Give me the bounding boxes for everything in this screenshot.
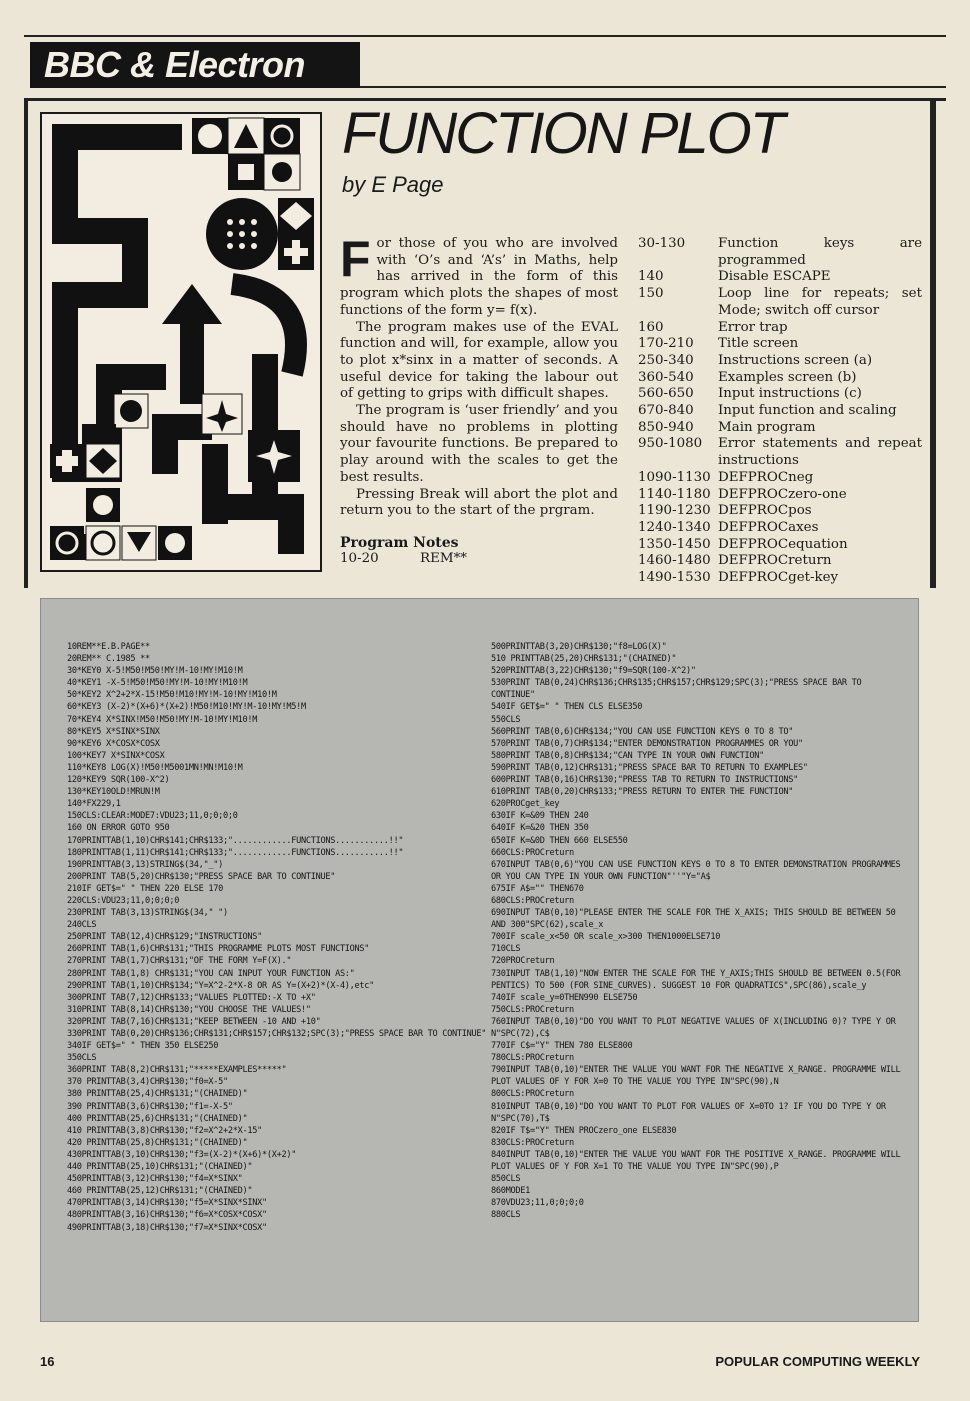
program-listing (40, 598, 919, 1322)
listing-line: 610PRINT TAB(0,20)CHR$133;"PRESS RETURN TO ENTER THE FUNCTION" (491, 787, 794, 798)
listing-line: 420 PRINTTAB(25,8)CHR$131;"(CHAINED)" (67, 1137, 248, 1148)
listing-line: 800CLS:PROCreturn (491, 1089, 574, 1100)
listing-line: 180PRINTTAB(1,11)CHR$141;CHR$133;"............FUNCTIONS...........!!" (67, 847, 404, 858)
page-number: 16 (40, 1354, 55, 1369)
listing-line: 450PRINTTAB(3,12)CHR$130;"f4=X*SINX" (67, 1174, 243, 1185)
paragraph-3: The program is ‘user friendly’ and you should have no problems in plotting your favourite functions. Be prepared to play around with the scales to get the best results. (340, 403, 618, 485)
article-byline: by E Page (342, 172, 444, 197)
program-notes-row: 1140-1180 DEFPROCzero-one (638, 486, 847, 502)
listing-line: 200PRINT TAB(5,20)CHR$130;"PRESS SPACE BAR TO CONTINUE" (67, 871, 336, 882)
listing-line: 675IF A$="" THEN670 (491, 883, 584, 894)
drop-cap: F (340, 231, 371, 287)
listing-line: 770IF C$="Y" THEN 780 ELSE800 (491, 1041, 633, 1052)
listing-line: 320PRINT TAB(7,16)CHR$131;"KEEP BETWEEN -10 AND +10" (67, 1016, 321, 1027)
listing-line: 80*KEY5 X*SINX*SINX (67, 726, 160, 737)
program-notes-row: 670-840 Input function and scaling (638, 403, 897, 419)
listing-line: 530PRINT TAB(0,24)CHR$136;CHR$135;CHR$157;CHR$129;SPC(3);"PRESS SPACE BAR TO CONTINUE" (491, 678, 867, 701)
magazine-name: POPULAR COMPUTING WEEKLY (715, 1354, 920, 1369)
listing-line: 710CLS (491, 944, 521, 955)
listing-column-left (67, 641, 487, 1234)
listing-line: 730INPUT TAB(1,10)"NOW ENTER THE SCALE FOR THE Y_AXIS;THIS SHOULD BE BETWEEN 0.5(FOR PENTICS) TO 500 (FOR SINE_CURVES). SUGGEST 10 FOR QUADRATICS",SPC(86),scale_y (491, 968, 906, 991)
listing-line: 160 ON ERROR GOTO 950 (67, 823, 170, 834)
listing-line: 640IF K=&20 THEN 350 (491, 823, 589, 834)
listing-line: 600PRINT TAB(0,16)CHR$130;"PRESS TAB TO RETURN TO INSTRUCTIONS" (491, 775, 799, 786)
program-notes-row: 160 Error trap (638, 319, 788, 335)
program-notes-row: 950-1080 Error statements and repeat instructions (638, 436, 922, 469)
listing-line: 560PRINT TAB(0,6)CHR$134;"YOU CAN USE FUNCTION KEYS 0 TO 8 TO" (491, 726, 794, 737)
program-notes-row: 560-650 Input instructions (c) (638, 386, 862, 402)
listing-line: 360PRINT TAB(8,2)CHR$131;"*****EXAMPLES*****" (67, 1065, 287, 1076)
listing-line: 340IF GET$=" " THEN 350 ELSE250 (67, 1041, 219, 1052)
listing-line: 280PRINT TAB(1,8) CHR$131;"YOU CAN INPUT YOUR FUNCTION AS:" (67, 968, 355, 979)
listing-line: 90*KEY6 X*COSX*COSX (67, 738, 160, 749)
listing-line: 150CLS:CLEAR:MODE7:VDU23;11,0;0;0;0 (67, 811, 238, 822)
listing-line: 860MODE1 (491, 1186, 530, 1197)
paragraph-1: For those of you who are involved with ‘O’s and ‘A’s’ in Maths, help has arrived in the form of this program which plots the shapes of most functions of the form y= f(x). (340, 231, 618, 318)
top-rule (24, 35, 946, 37)
listing-line: 310PRINT TAB(8,14)CHR$130;"YOU CHOOSE THE VALUES!" (67, 1004, 311, 1015)
listing-line: 500PRINTTAB(3,20)CHR$130;"f8=LOG(X)" (491, 642, 667, 652)
listing-line: 100*KEY7 X*SINX*COSX (67, 750, 165, 761)
listing-line: 260PRINT TAB(1,6)CHR$131;"THIS PROGRAMME PLOTS MOST FUNCTIONS" (67, 944, 370, 955)
listing-line: 630IF K=&09 THEN 240 (491, 811, 589, 822)
listing-line: 50*KEY2 X^2+2*X-15!M50!M10!MY!M-10!MY!M10!M (67, 690, 277, 701)
listing-line: 650IF K=&0D THEN 660 ELSE550 (491, 835, 628, 846)
listing-line: 790INPUT TAB(0,10)"ENTER THE VALUE YOU WANT FOR THE NEGATIVE X_RANGE. PROGRAMME WILL PLOT VALUES OF Y FOR X=0 TO THE VALUE YOU TYPE IN"SPC(90),N (491, 1065, 906, 1088)
listing-line: 380 PRINTTAB(25,4)CHR$131;"(CHAINED)" (67, 1089, 248, 1100)
listing-line: 140*FX229,1 (67, 799, 121, 810)
article-body (340, 231, 618, 520)
listing-line: 40*KEY1 -X-5!M50!M50!MY!M-10!MY!M10!M (67, 678, 248, 689)
listing-line: 520PRINTTAB(3,22)CHR$130;"f9=SQR(100-X^2)" (491, 666, 696, 677)
listing-line: 850CLS (491, 1174, 521, 1185)
listing-line: 390 PRINTTAB(3,6)CHR$130;"f1=-X-5" (67, 1101, 233, 1112)
listing-line: 670INPUT TAB(0,6)"YOU CAN USE FUNCTION KEYS 0 TO 8 TO ENTER DEMONSTRATION PROGRAMMES OR YOU CAN TYPE IN YOUR OWN FUNCTION"''"Y="A$ (491, 859, 906, 882)
listing-line: 10REM**E.B.PAGE** (67, 642, 150, 652)
program-notes-row: 1490-1530 DEFPROCget-key (638, 570, 839, 586)
program-notes-row: 10-20 REM** (340, 551, 467, 566)
listing-line: 20REM** C.1985 ** (67, 654, 150, 665)
listing-line: 620PROCget_key (491, 799, 560, 810)
program-notes-row: 30-130 Function keys are programmed (638, 236, 922, 268)
listing-line: 590PRINT TAB(0,12)CHR$131;"PRESS SPACE BAR TO RETURN TO EXAMPLES" (491, 762, 808, 773)
listing-line: 130*KEY10OLD!MRUN!M (67, 787, 160, 798)
listing-line: 330PRINT TAB(0,20)CHR$136;CHR$131;CHR$157;CHR$132;SPC(3);"PRESS SPACE BAR TO CONTINUE" (67, 1029, 487, 1039)
listing-line: 680CLS:PROCreturn (491, 895, 574, 906)
listing-line: 400 PRINTTAB(25,6)CHR$131;"(CHAINED)" (67, 1113, 248, 1124)
listing-line: 540IF GET$=" " THEN CLS ELSE350 (491, 702, 643, 713)
listing-line: 470PRINTTAB(3,14)CHR$130;"f5=X*SINX*SINX" (67, 1198, 267, 1209)
frame-right-border (930, 98, 936, 588)
listing-line: 210IF GET$=" " THEN 220 ELSE 170 (67, 883, 223, 894)
paragraph-2: The program makes use of the EVAL function and will, for example, allow you to plot x*sinx in a matter of seconds. A useful device for taking the labour out of getting to grips with difficult shapes. (340, 319, 618, 402)
listing-line: 270PRINT TAB(1,7)CHR$131;"OF THE FORM Y=F(X)." (67, 956, 292, 967)
listing-line: 660CLS:PROCreturn (491, 847, 574, 858)
listing-line: 580PRINT TAB(0,8)CHR$134;"CAN TYPE IN YOUR OWN FUNCTION" (491, 750, 764, 761)
section-banner: BBC & Electron (30, 42, 360, 88)
banner-rule (360, 86, 946, 88)
listing-line: 430PRINTTAB(3,10)CHR$130;"f3=(X-2)*(X+6)*(X+2)" (67, 1149, 297, 1160)
listing-line: 460 PRINTTAB(25,12)CHR$131;"(CHAINED)" (67, 1186, 253, 1197)
listing-line: 240CLS (67, 920, 97, 931)
listing-line: 510 PRINTTAB(25,20)CHR$131;"(CHAINED)" (491, 654, 677, 665)
listing-line: 250PRINT TAB(12,4)CHR$129;"INSTRUCTIONS" (67, 932, 262, 943)
listing-line: 410 PRINTTAB(3,8)CHR$130;"f2=X^2+2*X-15" (67, 1125, 262, 1136)
listing-line: 570PRINT TAB(0,7)CHR$134;"ENTER DEMONSTRATION PROGRAMMES OR YOU" (491, 738, 803, 749)
listing-line: 760INPUT TAB(0,10)"DO YOU WANT TO PLOT NEGATIVE VALUES OF X(INCLUDING 0)? TYPE Y OR N"SPC(72),C$ (491, 1016, 901, 1039)
program-notes-row: 170-210 Title screen (638, 336, 799, 352)
program-notes-row: 850-940 Main program (638, 419, 816, 435)
listing-line: 70*KEY4 X*SINX!M50!M50!MY!M-10!MY!M10!M (67, 714, 258, 725)
frame-left-border (24, 98, 28, 588)
listing-line: 740IF scale_y=0THEN990 ELSE750 (491, 992, 638, 1003)
listing-line: 820IF T$="Y" THEN PROCzero_one ELSE830 (491, 1125, 677, 1136)
listing-line: 30*KEY0 X-5!M50!M50!MY!M-10!MY!M10!M (67, 666, 243, 677)
listing-line: 290PRINT TAB(1,10)CHR$134;"Y=X^2-2*X-8 OR AS Y=(X+2)*(X-4),etc" (67, 980, 375, 991)
listing-line: 230PRINT TAB(3,13)STRING$(34," ") (67, 908, 228, 919)
listing-line: 110*KEY8 LOG(X)!M50!M5001MN!MN!M10!M (67, 762, 243, 773)
program-notes-row: 150 Loop line for repeats; set Mode; switch off cursor (638, 286, 922, 318)
program-notes-table (638, 236, 922, 587)
program-notes-row: 1190-1230 DEFPROCpos (638, 503, 812, 519)
listing-line: 170PRINTTAB(1,10)CHR$141;CHR$133;"............FUNCTIONS...........!!" (67, 835, 404, 846)
listing-line: 490PRINTTAB(3,18)CHR$130;"f7=X*SINX*COSX" (67, 1222, 267, 1233)
program-notes-row: 1460-1480 DEFPROCreturn (638, 553, 832, 569)
listing-line: 350CLS (67, 1053, 97, 1064)
listing-line: 840INPUT TAB(0,10)"ENTER THE VALUE YOU WANT FOR THE POSITIVE X_RANGE. PROGRAMME WILL PLOT VALUES OF Y FOR X=1 TO THE VALUE YOU TYPE IN"SPC(90),P (491, 1149, 906, 1173)
listing-line: 550CLS (491, 714, 521, 725)
program-notes-row: 360-540 Examples screen (b) (638, 369, 857, 385)
illustration-graphic (42, 114, 320, 570)
paragraph-4: Pressing Break will abort the plot and return you to the start of the prgram. (340, 486, 618, 519)
program-notes-row: 1090-1130 DEFPROCneg (638, 469, 814, 485)
listing-line: 720PROCreturn (491, 956, 555, 967)
listing-line: 370 PRINTTAB(3,4)CHR$130;"f0=X-5" (67, 1077, 228, 1088)
program-notes-row: 140 Disable ESCAPE (638, 269, 831, 285)
listing-line: 700IF scale_x<50 OR scale_x>300 THEN1000ELSE710 (491, 932, 721, 943)
listing-line: 190PRINTTAB(3,13)STRING$(34,"_") (67, 859, 223, 870)
listing-line: 690INPUT TAB(0,10)"PLEASE ENTER THE SCALE FOR THE X_AXIS; THIS SHOULD BE BETWEEN 50 AND 300"SPC(62),scale_x (491, 908, 901, 931)
article-title: FUNCTION PLOT (342, 101, 784, 166)
listing-line: 810INPUT TAB(0,10)"DO YOU WANT TO PLOT FOR VALUES OF X=0TO 1? IF YOU DO TYPE Y OR N"SPC(70),T$ (491, 1101, 891, 1124)
listing-line: 780CLS:PROCreturn (491, 1053, 574, 1064)
program-notes-row: 1350-1450 DEFPROCequation (638, 536, 848, 552)
listing-line: 220CLS:VDU23;11,0;0;0;0 (67, 895, 180, 906)
listing-line: 870VDU23;11,0;0;0;0 (491, 1198, 584, 1209)
program-notes-row: 1240-1340 DEFPROCaxes (638, 519, 819, 535)
listing-line: 830CLS:PROCreturn (491, 1137, 574, 1148)
listing-line: 480PRINTTAB(3,16)CHR$130;"f6=X*COSX*COSX" (67, 1210, 267, 1221)
program-notes-heading: Program Notes (340, 535, 459, 551)
listing-line: 750CLS:PROCreturn (491, 1004, 574, 1015)
listing-line: 60*KEY3 (X-2)*(X+6)*(X+2)!M50!M10!MY!M-10!MY!M5!M (67, 702, 306, 713)
decorative-illustration (40, 112, 322, 572)
listing-line: 120*KEY9 SQR(100-X^2) (67, 775, 170, 786)
listing-line: 880CLS (491, 1210, 521, 1221)
listing-line: 300PRINT TAB(7,12)CHR$133;"VALUES PLOTTED:-X TO +X" (67, 992, 316, 1003)
listing-column-right (491, 641, 906, 1222)
program-notes-row: 250-340 Instructions screen (a) (638, 352, 873, 368)
listing-line: 440 PRINTTAB(25,10)CHR$131;"(CHAINED)" (67, 1162, 253, 1173)
